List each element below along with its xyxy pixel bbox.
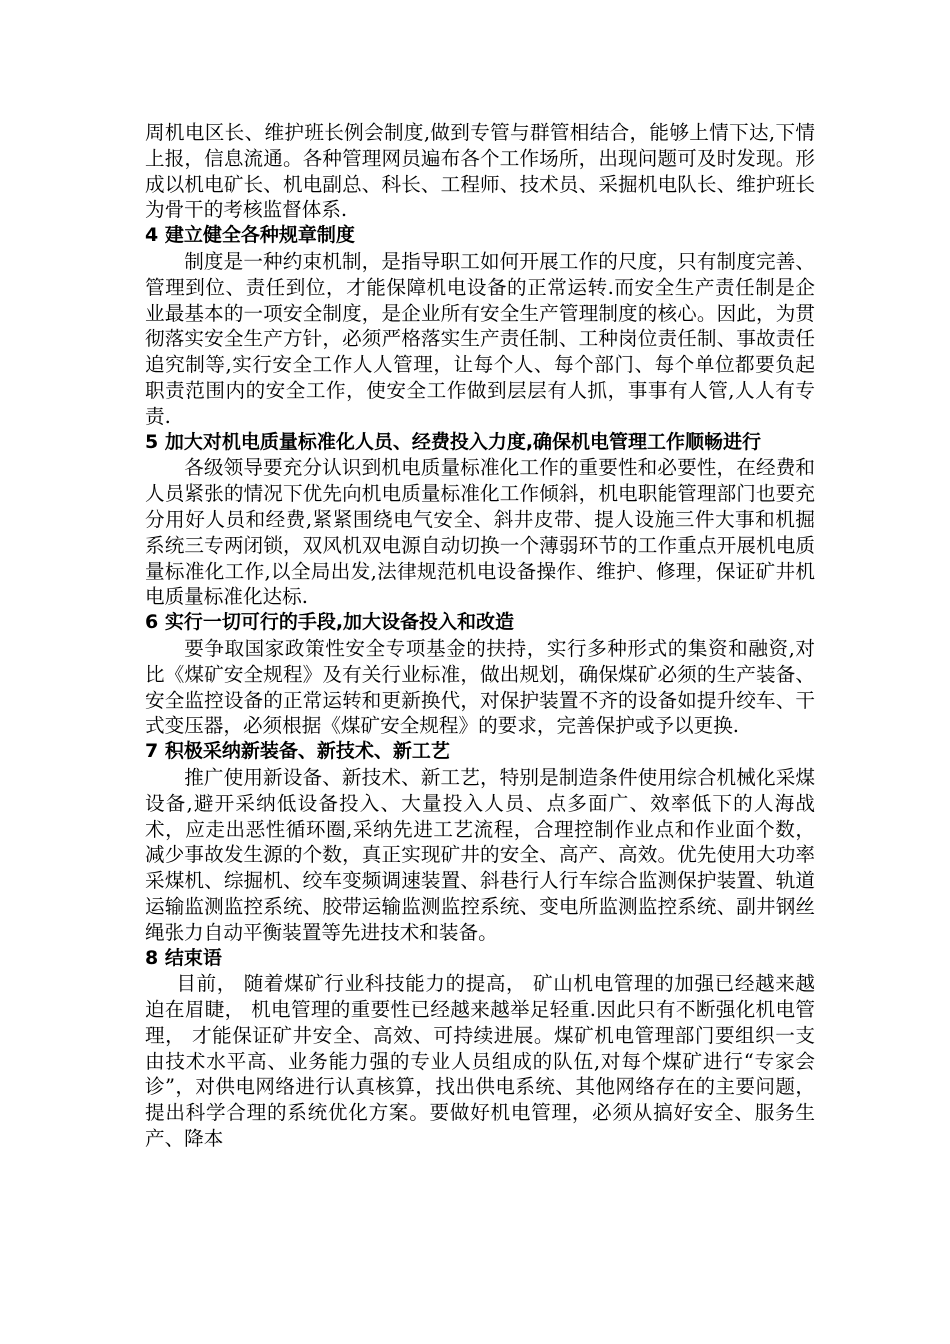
section-heading-8: 8 结束语 (145, 946, 222, 969)
paragraph-section-5: 各级领导要充分认识到机电质量标准化工作的重要性和必要性，在经费和人员紧张的情况下优先向机电质量标准化工作倾斜，机电职能管理部门也要充分用好人员和经费,紧紧围绕电气安全、斜井皮带、提人设施三件大事和机掘系统三专两闭锁，双风机双电源自动切换一个薄弱环节的工作重点开展机电质量标准化工作,以全局出发,法律规范机电设备操作、维护、修理，保证矿井机电质量标准化达标. (145, 456, 815, 609)
paragraph-section-6: 要争取国家政策性安全专项基金的扶持，实行多种形式的集资和融资,对比《煤矿安全规程》及有关行业标准，做出规划，确保煤矿必须的生产装备、安全监控设备的正常运转和更新换代，对保护装置不齐的设备如提升绞车、干式变压器，必须根据《煤矿安全规程》的要求，完善保护或予以更换. (145, 636, 815, 738)
section-heading-7: 7 积极采纳新装备、新技术、新工艺 (145, 740, 450, 763)
paragraph-intro: 周机电区长、维护班长例会制度,做到专管与群管相结合，能够上情下达,下情上报，信息流通。各种管理网员遍布各个工作场所，出现问题可及时发现。形成以机电矿长、机电副总、科长、工程师、技术员、采掘机电队长、维护班长为骨干的考核监督体系. (145, 121, 815, 222)
document-page (145, 120, 815, 1152)
section-heading-4: 4 建立健全各种规章制度 (145, 224, 355, 247)
paragraph-section-4: 制度是一种约束机制，是指导职工如何开展工作的尺度，只有制度完善、管理到位、责任到位，才能保障机电设备的正常运转.而安全生产责任制是企业最基本的一项安全制度，是企业所有安全生产管理制度的核心。因此，为贯彻落实安全生产方针，必须严格落实生产责任制、工种岗位责任制、事故责任追究制等,实行安全工作人人管理，让每个人、每个部门、每个单位都要负起职责范围内的安全工作，使安全工作做到层层有人抓，事事有人管,人人有专责. (145, 249, 815, 428)
section-heading-5: 5 加大对机电质量标准化人员、经费投入力度,确保机电管理工作顺畅进行 (145, 430, 762, 453)
paragraph-section-8: 目前， 随着煤矿行业科技能力的提高， 矿山机电管理的加强已经越来越迫在眉睫， 机电管理的重要性已经越来越举足轻重.因此只有不断强化机电管理， 才能保证矿井安全、高效、可持续进展。煤矿机电管理部门要组织一支由技术水平高、业务能力强的专业人员组成的队伍,对每个煤矿进行“专家会诊”，对供电网络进行认真核算，找出供电系统、其他网络存在的主要问题，提出科学合理的系统优化方案。要做好机电管理，必须从搞好安全、服务生产、降本 (145, 972, 815, 1151)
paragraph-section-7: 推广使用新设备、新技术、新工艺，特别是制造条件使用综合机械化采煤设备,避开采纳低设备投入、大量投入人员、点多面广、效率低下的人海战术，应走出恶性循环圈,采纳先进工艺流程，合理控制作业点和作业面个数，减少事故发生源的个数，真正实现矿井的安全、高产、高效。优先使用大功率采煤机、综掘机、绞车变频调速装置、斜巷行人行车综合监测保护装置、轨道运输监测监控系统、胶带运输监测监控系统、变电所监测监控系统、副井钢丝绳张力自动平衡装置等先进技术和装备。 (145, 765, 815, 944)
section-heading-6: 6 实行一切可行的手段,加大设备投入和改造 (145, 611, 515, 634)
